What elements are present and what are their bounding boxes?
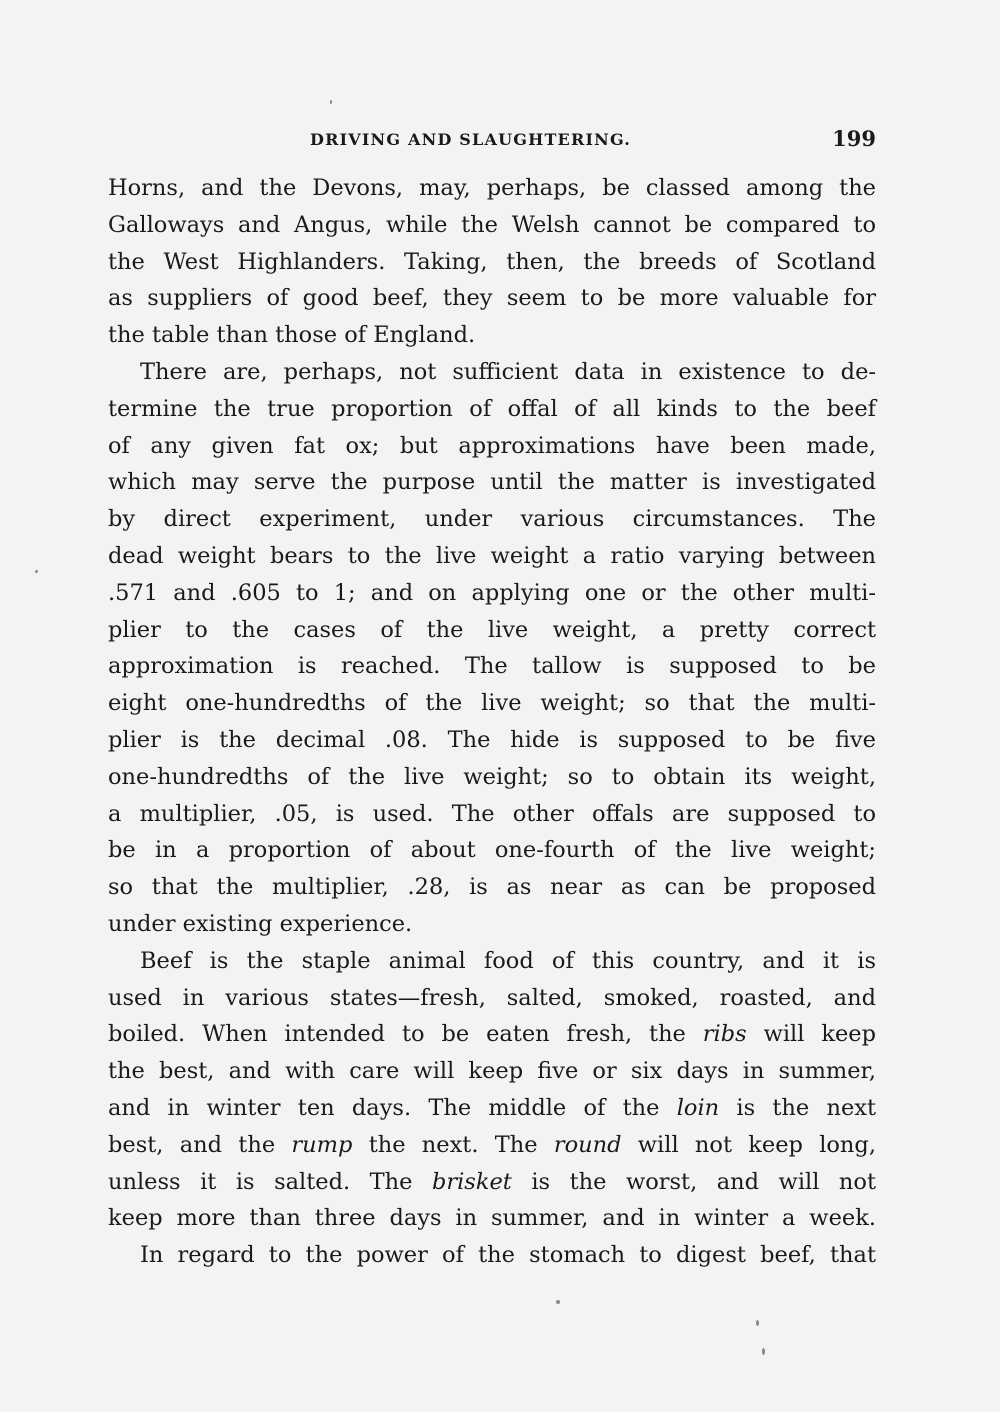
text-line: one-hundredths of the live weight; so to obtain its weight, (108, 763, 876, 790)
text-line: used in various states—fresh, salted, smoked, roasted, and (108, 984, 876, 1011)
italic-term-round: round (553, 1131, 622, 1158)
text-run: best, and the (108, 1131, 292, 1158)
text-run: is the next (719, 1094, 876, 1121)
scan-speck (35, 570, 38, 573)
text-line: approximation is reached. The tallow is supposed to be (108, 653, 876, 680)
body-text (108, 170, 876, 1274)
text-line: plier is the decimal .08. The hide is supposed to be five (108, 726, 876, 753)
text-line: Galloways and Angus, while the Welsh cannot be compared to (108, 211, 876, 238)
page-number: 199 (832, 126, 876, 151)
chapter-title: DRIVING AND SLAUGHTERING. (310, 130, 632, 149)
scan-speck (762, 1348, 765, 1355)
text-run: is the worst, and will not (511, 1168, 876, 1195)
text-run: boiled. When intended to be eaten fresh, the (108, 1021, 703, 1048)
text-line: the table than those of England. (108, 322, 476, 349)
text-line-mixed (108, 1164, 876, 1201)
text-line: In regard to the power of the stomach to digest beef, that (140, 1242, 876, 1269)
text-line: the West Highlanders. Taking, then, the breeds of Scotland (108, 248, 876, 275)
italic-term-ribs: ribs (702, 1021, 747, 1048)
text-line-mixed (108, 1127, 876, 1164)
text-line: a multiplier, .05, is used. The other offals are supposed to (108, 800, 876, 827)
text-line: keep more than three days in summer, and in winter a week. (108, 1205, 876, 1232)
text-line: under existing experience. (108, 910, 413, 937)
text-line: which may serve the purpose until the matter is investigated (108, 469, 876, 496)
scan-speck (556, 1300, 560, 1304)
text-line: Horns, and the Devons, may, perhaps, be classed among the (108, 175, 876, 201)
text-line: termine the true proportion of offal of all kinds to the beef (108, 395, 876, 422)
text-line: dead weight bears to the live weight a ratio varying between (108, 542, 876, 569)
text-run: will keep (746, 1021, 876, 1048)
scan-speck (756, 1320, 759, 1326)
text-line: so that the multiplier, .28, is as near as can be proposed (108, 874, 876, 901)
italic-term-brisket: brisket (431, 1168, 512, 1195)
italic-term-rump: rump (291, 1131, 353, 1158)
text-line: eight one-hundredths of the live weight; so that the multi- (108, 690, 876, 717)
text-line: plier to the cases of the live weight, a pretty correct (108, 616, 876, 643)
scan-speck (330, 100, 332, 104)
running-head (108, 126, 876, 156)
text-line-mixed (108, 1016, 876, 1053)
text-line: be in a proportion of about one-fourth of the live weight; (108, 837, 876, 864)
text-line-mixed (108, 1090, 876, 1127)
text-run: the next. The (352, 1131, 554, 1158)
text-line: by direct experiment, under various circumstances. The (108, 506, 876, 533)
text-line: of any given fat ox; but approximations have been made, (108, 432, 876, 459)
text-line: the best, and with care will keep five or six days in summer, (108, 1058, 876, 1085)
italic-term-loin: loin (676, 1094, 720, 1121)
text-run: unless it is salted. The (108, 1168, 432, 1195)
text-line: .571 and .605 to 1; and on applying one or the other multi- (108, 579, 876, 606)
text-run: and in winter ten days. The middle of the (108, 1094, 677, 1121)
text-line: There are, perhaps, not sufficient data in existence to de- (140, 358, 876, 385)
text-run: will not keep long, (621, 1131, 876, 1158)
text-line: as suppliers of good beef, they seem to be more valuable for (108, 285, 876, 312)
text-line: Beef is the staple animal food of this country, and it is (140, 947, 876, 974)
